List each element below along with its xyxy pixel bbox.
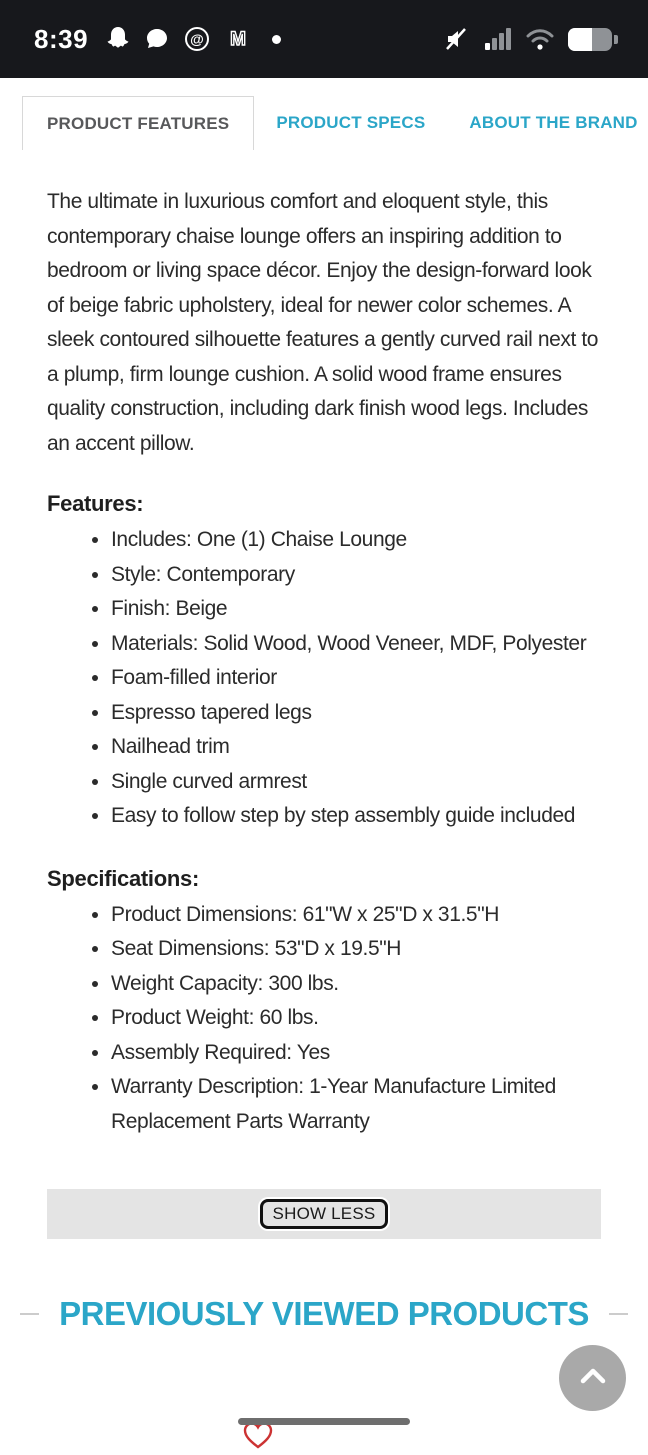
divider-line <box>20 1313 39 1315</box>
tab-product-features[interactable] <box>22 96 254 150</box>
feature-item: • Style: Contemporary <box>111 558 601 593</box>
spec-item: • Weight Capacity: 300 lbs. <box>111 967 601 1002</box>
previously-viewed-heading: PREVIOUSLY VIEWED PRODUCTS <box>59 1295 589 1332</box>
status-bar <box>0 0 648 78</box>
features-list <box>47 523 601 834</box>
wishlist-heart-icon[interactable] <box>242 1420 274 1455</box>
features-heading: Features: <box>47 491 144 516</box>
tab-product-specs[interactable] <box>254 96 447 150</box>
feature-item: • Foam-filled interior <box>111 661 601 696</box>
svg-text:M: M <box>230 29 246 50</box>
spec-item: • Warranty Description: 1-Year Manufacture Limited Replacement Parts Warranty <box>111 1070 601 1139</box>
product-description: The ultimate in luxurious comfort and eloquent style, this contemporary chaise lounge offers an inspiring addition to bedroom or living space décor. Enjoy the design-forward look of beige fabric upholstery, ideal for newer color schemes. A sleek contoured silhouette features a gently curved rail next to a plump, firm lounge cushion. A solid wood frame ensures quality construction, including dark finish wood legs. Includes an accent pillow. <box>47 190 599 455</box>
scroll-to-top-button[interactable] <box>559 1345 626 1411</box>
feature-item: • Includes: One (1) Chaise Lounge <box>111 523 601 558</box>
notification-icons <box>106 26 281 52</box>
gmail-m-icon <box>225 27 251 51</box>
feature-item: • Easy to follow step by step assembly guide included <box>111 799 601 834</box>
notification-dot-icon <box>272 35 281 44</box>
spec-item: • Seat Dimensions: 53"D x 19.5"H <box>111 932 601 967</box>
signal-strength-icon <box>484 27 512 51</box>
at-symbol-icon <box>184 26 210 52</box>
feature-item: • Finish: Beige <box>111 592 601 627</box>
show-less-button[interactable]: SHOW LESS <box>260 1199 389 1229</box>
status-time: 8:39 <box>34 23 89 54</box>
tab-product-features-label: PRODUCT FEATURES <box>47 113 230 133</box>
chat-bubble-icon <box>145 27 169 51</box>
feature-item: • Espresso tapered legs <box>111 696 601 731</box>
divider-line <box>609 1313 628 1315</box>
tab-bar <box>22 96 638 150</box>
tab-about-the-brand[interactable] <box>447 96 648 150</box>
spec-item: • Product Weight: 60 lbs. <box>111 1001 601 1036</box>
show-less-bar <box>47 1189 601 1239</box>
spec-item: • Product Dimensions: 61"W x 25"D x 31.5"H <box>111 898 601 933</box>
snapchat-ghost-icon <box>106 26 130 52</box>
feature-item: • Materials: Solid Wood, Wood Veneer, MDF, Polyester <box>111 627 601 662</box>
battery-icon <box>568 28 618 51</box>
specifications-list <box>47 898 601 1140</box>
chevron-up-icon <box>577 1366 609 1391</box>
feature-item: • Single curved armrest <box>111 765 601 800</box>
system-status-icons <box>444 26 618 52</box>
specifications-heading: Specifications: <box>47 865 199 891</box>
feature-item: • Nailhead trim <box>111 730 601 765</box>
tab-about-the-brand-label: ABOUT THE BRAND <box>469 113 638 132</box>
product-features-panel <box>0 185 648 1139</box>
tab-product-specs-label: PRODUCT SPECS <box>276 113 426 132</box>
wifi-icon <box>526 28 554 51</box>
gesture-navigation-handle[interactable] <box>238 1418 410 1425</box>
spec-item: • Assembly Required: Yes <box>111 1036 601 1071</box>
previously-viewed-section <box>20 1295 628 1333</box>
svg-text:@: @ <box>190 31 204 47</box>
volume-muted-icon <box>444 26 470 52</box>
